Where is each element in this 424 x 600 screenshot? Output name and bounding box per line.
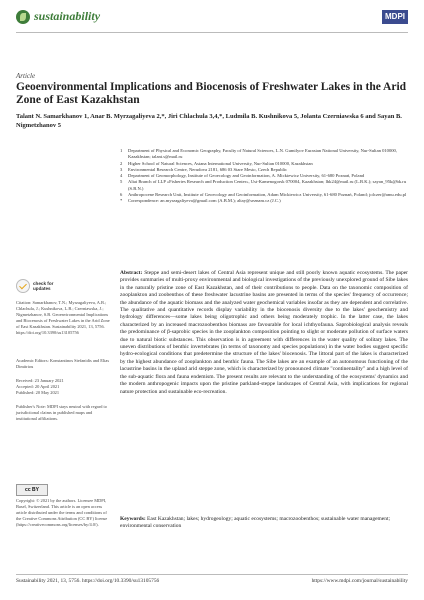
affiliation-number: 2 (120, 160, 123, 166)
abstract-label: Abstract: (120, 270, 143, 276)
journal-header (16, 8, 408, 30)
keywords-text: East Kazakhstan; lakes; hydrogeology; aquatic ecosystems; macrozoobenthos; sustainable water management; environmental conservation (120, 516, 391, 530)
affiliation-number: 6 (120, 192, 123, 198)
footer-citation[interactable]: Sustainability 2021, 13, 5756. https://doi.org/10.3390/su13105756 (16, 578, 160, 584)
affiliations (120, 148, 408, 205)
journal-name[interactable]: sustainability (34, 9, 101, 23)
header-divider (16, 32, 408, 33)
affiliation-number: 4 (120, 173, 123, 179)
affiliation-text: Environmental Research Centre, Nerudova 2181, 686 03 Stare Mesto, Czech Republic (128, 166, 288, 172)
article-type: Article (16, 72, 36, 80)
dates-block (16, 378, 110, 396)
check-updates-label: check for updates (33, 281, 54, 291)
mdpi-logo[interactable]: MDPI (382, 10, 408, 24)
abstract (120, 270, 408, 396)
affiliation-text: Department of Physical and Economic Geography, Faculty of Natural Sciences, L.N. Gumilyov Eurasian National University, Nur-Sultan 010000, Kazakhstan; talant.s@mail.ru (128, 148, 398, 160)
affiliation-number: 3 (120, 166, 123, 172)
date-accepted: Accepted: 20 April 2021 (16, 384, 60, 390)
date-received: Received: 23 January 2021 (16, 378, 64, 383)
affiliation-text: Higher School of Natural Sciences, Astana International University, Nur-Sultan 010000, Kazakhstan (128, 160, 313, 166)
keywords-label: Keywords: (120, 516, 146, 522)
cc-by-license-icon[interactable]: cc BY (16, 484, 48, 496)
affiliation-text: Altai Branch of LLP «Fisheries Research and Production Center», Ust-Kamenogorsk 070004, Kazakhstan; lbk24@mail.ru (L.B.K.); sayan_95k@bk.ru (S.B.N.) (128, 179, 407, 191)
correspondence (120, 198, 408, 204)
abstract-text: Steppe and semi-desert lakes of Central Asia represent unique and still poorly known aquatic ecosystems. The paper provides summaries of multi-proxy environmental and biological investigations of the previously unexplored ground of Sibe lakes in the naturally pristine zone of East Kazakhstan, and of their contributions to people. Data on the taxonomic composition of zooplankton and zoobenthos of these freshwater lacustrine basins are presented in terms of the species' frequency of occurrence; the abundance of the aquatic biomass and the analyzed water geochemical variables insofar as they are dependent and correlative. The qualitative and quantitative records display variability in the biocenosis diversity due to the lakes' geochemistry and hydrology differences—some lakes being oligotrophic and others being moderately trophic. In the latter case, the lakes characterized by an increased macrozoobenthos biomass are favourable for local ichthyofauna. Saprobiological analysis reveals the predominance of β-saprobic species in the zooplankton composition pointing to slight or moderate pollution of surface waters due to natural biotic substances. This observation is in agreement with differences in the water quality of solitary lakes. The uneven distributions of benthic invertebrates (in terms of taxonomy and species populations) in the water bodies suggest specific hydro-ecological conditions that predetermine the structure of the lakes' biocenosis. The littoral part of the lakes is characterized by the highest abundance of zooplankton and benthic fauna. The Sibe lakes are an example of an autonomous functioning of the lacustrine basins in the upland arid steppe zone, which is characterized by pronounced climate "continentality" and a high level of the sub-aquatic flora and fauna endemism. The present results are relevant to the understanding of the ecosystems' dynamics and the modern anthropogenic impacts upon the pristine parkland-steppe landscapes of Central Asia, with implications for regional nature protection and sustainable eco-recreation. (120, 270, 409, 395)
author-list: Talant N. Samarkhanov 1, Anar B. Myrzagaliyeva 2,*, Jiri Chlachula 3,4,*, Ludmila B. Kushnikova 5, Jolanta Czerniawska 6 and Sayan B. Nigmetzhanov 5 (16, 113, 402, 129)
footer-divider (16, 574, 408, 575)
affiliation-text: Anthropocene Research Unit, Institute of Geoecology and Geoinformation, Adam Mickiewicz University, 61-680 Poznań, Poland; jolczer@amu.edu.pl (128, 192, 407, 198)
footer-journal-link[interactable]: https://www.mdpi.com/journal/sustainability (311, 578, 408, 584)
journal-leaf-icon (16, 10, 30, 24)
affiliation-text: Correspondence: an.myrzagaliyeva@gmail.com (A.B.M.); altay@seznam.cz (J.C.) (128, 198, 281, 204)
affiliation-text: Department of Geomorphology, Institute of Geoecology and Geoinformation, A. Mickiewicz University, 61-680 Poznań, Poland (128, 173, 365, 179)
check-for-updates-button[interactable] (16, 279, 56, 295)
date-published: Published: 20 May 2021 (16, 390, 60, 396)
academic-editors: Academic Editors: Konstantinos Stefanidis and Elias Dimitriou (16, 358, 110, 370)
copyright-notice: Copyright: © 2021 by the authors. Licensee MDPI, Basel, Switzerland. This article is an open access article distributed under the terms and conditions of the Creative Commons Attribution (CC BY) license (https://creativecommons.org/licenses/by/4.0/). (16, 498, 108, 528)
affiliation-number: 5 (120, 179, 123, 185)
affiliation-item (120, 148, 408, 161)
check-updates-icon (16, 279, 30, 293)
article-title: Geoenvironmental Implications and Biocenosis of Freshwater Lakes in the Arid Zone of East Kazakhstan (16, 81, 407, 106)
keywords (120, 516, 408, 531)
publisher-note: Publisher's Note: MDPI stays neutral with regard to jurisdictional claims in published maps and institutional affiliations. (16, 404, 107, 422)
affiliation-item (120, 179, 408, 192)
affiliation-number: 1 (120, 148, 123, 153)
affiliation-number: * (120, 198, 123, 204)
citation-block: Citation: Samarkhanov, T.N.; Myrzagaliyeva, A.B.; Chlachula, J.; Kushnikova, L.B.; Czerniawska, J.; Nigmetzhanov, S.B. Geoenvironmental Implications and Biocenosis of Freshwater Lakes in the Arid Zone of East Kazakhstan. Sustainability 2021, 13, 5756. https://doi.org/10.3390/su13105756 (16, 300, 110, 336)
